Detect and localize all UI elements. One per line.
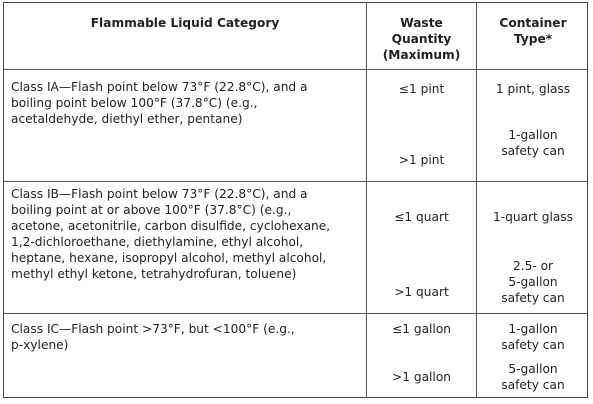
quantity-cell: ≤1 pint	[398, 82, 445, 96]
header-container: Container Type*	[499, 16, 567, 46]
category-class-ic: Class IC—Flash point >73°F, but <100°F (e.g., p-xylene)	[11, 322, 295, 352]
container-cell: 1 pint, glass	[495, 82, 571, 96]
quantity-cell: ≤1 quart	[394, 210, 449, 224]
quantity-cell: >1 pint	[398, 153, 445, 167]
container-cell: 2.5- or 5-gallon safety can	[501, 259, 565, 305]
container-cell: 1-gallon safety can	[501, 128, 565, 158]
header-quantity: Waste Quantity (Maximum)	[382, 16, 461, 62]
container-cell: 1-quart glass	[492, 210, 574, 224]
category-class-ib: Class IB—Flash point below 73°F (22.8°C), and a boiling point at or above 100°F (37.8°C) (e.g., acetone, acetonitrile, carbon disulfide, cyclohexane, 1,2-dichloroethane, diethylamine, ethyl alcohol, heptane, hexane, isopropyl alcohol, methyl alcohol, methyl ethyl ketone, tetrahydrofuran, toluene)	[11, 187, 331, 281]
quantity-cell: ≤1 gallon	[392, 322, 451, 336]
container-cell: 1-gallon safety can	[501, 322, 565, 352]
quantity-cell: >1 quart	[394, 285, 449, 299]
container-cell: 5-gallon safety can	[501, 362, 565, 392]
quantity-cell: >1 gallon	[392, 370, 451, 384]
row-divider	[4, 313, 587, 314]
category-class-ia: Class IA—Flash point below 73°F (22.8°C), and a boiling point below 100°F (37.8°C) (e.g., acetaldehyde, diethyl ether, pentane)	[11, 80, 308, 126]
row-divider	[4, 181, 587, 182]
row-divider	[4, 69, 587, 70]
header-category: Flammable Liquid Category	[90, 16, 280, 30]
flammable-liquid-table	[3, 2, 588, 398]
